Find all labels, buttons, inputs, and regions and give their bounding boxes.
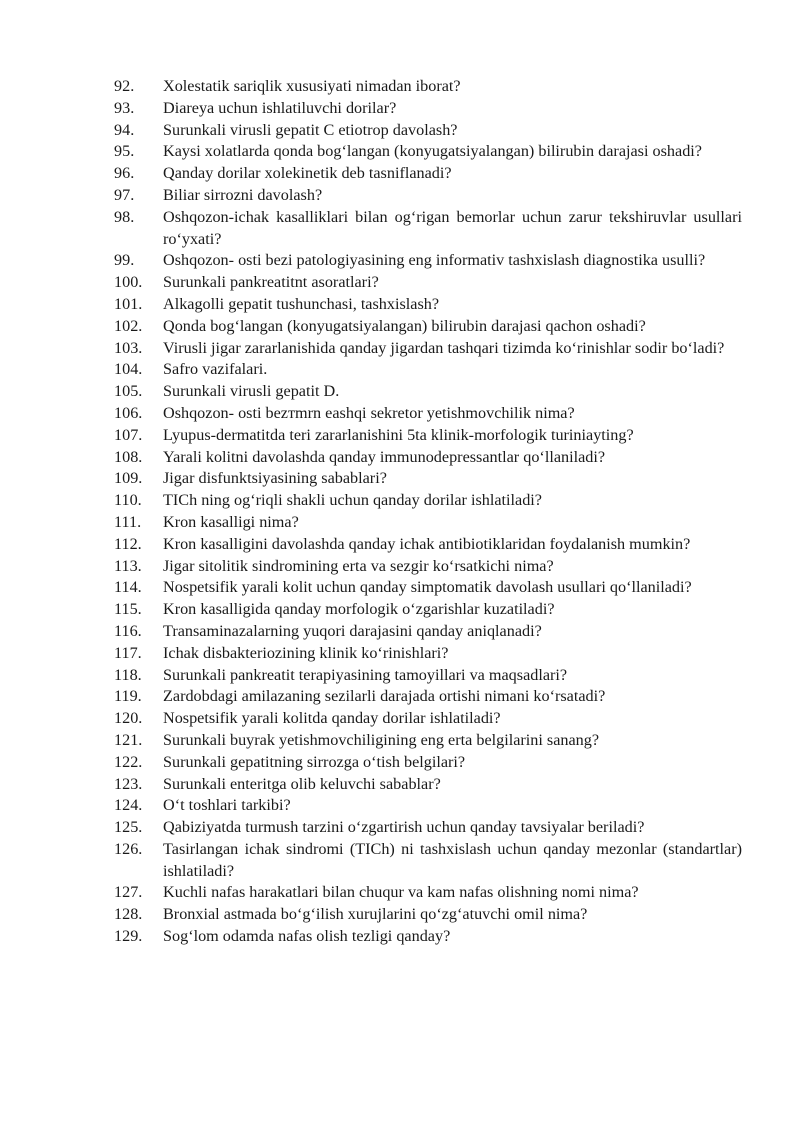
question-number: 115. bbox=[114, 600, 142, 619]
question-item bbox=[114, 882, 742, 904]
question-text: Surunkali virusli gepatit D. bbox=[163, 382, 340, 401]
question-number: 98. bbox=[114, 207, 135, 226]
question-text: Bronxial astmada bo‘g‘ilish xurujlarini qo‘zg‘atuvchi omil nima? bbox=[163, 905, 588, 924]
question-item bbox=[114, 730, 742, 752]
question-number: 113. bbox=[114, 556, 142, 575]
question-number: 92. bbox=[114, 77, 135, 95]
question-text: Biliar sirrozni davolash? bbox=[163, 185, 323, 204]
question-list bbox=[114, 76, 742, 948]
question-text: Kuchli nafas harakatlari bilan chuqur va kam nafas olishning nomi nima? bbox=[163, 883, 639, 902]
question-item bbox=[114, 425, 742, 447]
question-text: Zardobdagi amilazaning sezilarli darajada ortishi nimani ko‘rsatadi? bbox=[163, 687, 606, 706]
question-text: Qanday dorilar xolekinetik deb tasniflanadi? bbox=[163, 164, 452, 183]
question-number: 122. bbox=[114, 752, 143, 771]
question-text: Surunkali pankreatit terapiyasining tamoyillari va maqsadlari? bbox=[163, 665, 568, 684]
question-number: 125. bbox=[114, 818, 143, 837]
question-item bbox=[114, 643, 742, 665]
question-text: Qabiziyatda turmush tarzini o‘zgartirish uchun qanday tavsiyalar beriladi? bbox=[163, 818, 645, 837]
question-number: 96. bbox=[114, 164, 135, 183]
question-number: 108. bbox=[114, 447, 143, 466]
question-item bbox=[114, 534, 742, 556]
question-number: 97. bbox=[114, 185, 135, 204]
question-item bbox=[114, 250, 742, 272]
question-text: Surunkali gepatitning sirrozga o‘tish belgilari? bbox=[163, 752, 466, 771]
question-number: 101. bbox=[114, 294, 143, 313]
question-text: Qonda bog‘langan (konyugatsiyalangan) bilirubin darajasi qachon oshadi? bbox=[163, 316, 646, 335]
question-number: 124. bbox=[114, 796, 143, 815]
question-number: 117. bbox=[114, 643, 142, 662]
question-text: Jigar disfunktsiyasining sabablari? bbox=[163, 469, 387, 488]
question-text: Surunkali enteritga olib keluvchi sabablar? bbox=[163, 774, 441, 793]
question-item bbox=[114, 403, 742, 425]
question-number: 120. bbox=[114, 709, 143, 728]
question-text: Alkagolli gepatit tushunchasi, tashxislash? bbox=[163, 294, 440, 313]
question-text: O‘t toshlari tarkibi? bbox=[163, 796, 291, 815]
question-item bbox=[114, 185, 742, 207]
question-text: Nospetsifik yarali kolitda qanday dorilar ishlatiladi? bbox=[163, 709, 501, 728]
question-text: Transaminazalarning yuqori darajasini qanday aniqlanadi? bbox=[163, 621, 542, 640]
question-number: 100. bbox=[114, 273, 143, 292]
question-text: Surunkali pankreatitnt asoratlari? bbox=[163, 273, 379, 292]
question-text: Kaysi xolatlarda qonda bog‘langan (konyugatsiyalangan) bilirubin darajasi oshadi? bbox=[163, 142, 702, 161]
question-item bbox=[114, 795, 742, 817]
question-text: Tasirlangan ichak sindromi (TICh) ni tashxislash uchun qanday mezonlar (standartlar) ishlatiladi? bbox=[163, 839, 742, 880]
question-number: 128. bbox=[114, 905, 143, 924]
question-item bbox=[114, 294, 742, 316]
question-item bbox=[114, 359, 742, 381]
question-item bbox=[114, 665, 742, 687]
question-item bbox=[114, 338, 742, 360]
question-text: Kron kasalligini davolashda qanday ichak antibiotiklaridan foydalanish mumkin? bbox=[163, 534, 691, 553]
question-number: 107. bbox=[114, 425, 143, 444]
question-item bbox=[114, 120, 742, 142]
question-text: Oshqozon- osti bezтmrn eashqi sekretor yetishmovchilik nima? bbox=[163, 403, 575, 422]
question-item bbox=[114, 577, 742, 599]
question-item bbox=[114, 752, 742, 774]
question-item bbox=[114, 447, 742, 469]
question-item bbox=[114, 926, 742, 948]
question-item bbox=[114, 708, 742, 730]
question-number: 129. bbox=[114, 927, 143, 946]
question-item bbox=[114, 272, 742, 294]
question-item bbox=[114, 76, 742, 98]
question-item bbox=[114, 512, 742, 534]
question-text: Yarali kolitni davolashda qanday immunodepressantlar qo‘llaniladi? bbox=[163, 447, 606, 466]
question-item bbox=[114, 98, 742, 120]
question-item bbox=[114, 468, 742, 490]
question-number: 121. bbox=[114, 730, 143, 749]
question-number: 105. bbox=[114, 382, 143, 401]
question-item bbox=[114, 621, 742, 643]
question-text: Jigar sitolitik sindromining erta va sezgir ko‘rsatkichi nima? bbox=[163, 556, 554, 575]
question-item bbox=[114, 207, 742, 251]
question-item bbox=[114, 817, 742, 839]
question-number: 127. bbox=[114, 883, 143, 902]
question-number: 118. bbox=[114, 665, 142, 684]
question-number: 114. bbox=[114, 578, 142, 597]
question-item bbox=[114, 556, 742, 578]
question-text: Surunkali virusli gepatit C etiotrop davolash? bbox=[163, 120, 458, 139]
question-number: 93. bbox=[114, 98, 135, 117]
question-text: Surunkali buyrak yetishmovchiligining eng erta belgilarini sanang? bbox=[163, 730, 600, 749]
question-text: Safro vazifalari. bbox=[163, 360, 268, 379]
question-text: Kron kasalligida qanday morfologik o‘zgarishlar kuzatiladi? bbox=[163, 600, 555, 619]
question-number: 112. bbox=[114, 534, 142, 553]
question-number: 95. bbox=[114, 142, 135, 161]
question-number: 106. bbox=[114, 403, 143, 422]
question-item bbox=[114, 163, 742, 185]
question-number: 104. bbox=[114, 360, 143, 379]
question-item bbox=[114, 490, 742, 512]
question-number: 126. bbox=[114, 839, 143, 858]
question-text: Oshqozon-ichak kasalliklari bilan og‘rigan bemorlar uchun zarur tekshiruvlar usullari ro‘yxati? bbox=[163, 207, 742, 248]
question-text: Ichak disbakteriozining klinik ko‘rinishlari? bbox=[163, 643, 449, 662]
question-number: 116. bbox=[114, 621, 142, 640]
question-number: 119. bbox=[114, 687, 142, 706]
question-number: 110. bbox=[114, 491, 142, 510]
question-number: 94. bbox=[114, 120, 135, 139]
question-number: 123. bbox=[114, 774, 143, 793]
question-item bbox=[114, 381, 742, 403]
question-number: 111. bbox=[114, 512, 142, 531]
question-item bbox=[114, 599, 742, 621]
question-text: Diareya uchun ishlatiluvchi dorilar? bbox=[163, 98, 397, 117]
question-text: Kron kasalligi nima? bbox=[163, 512, 299, 531]
question-item bbox=[114, 316, 742, 338]
question-item bbox=[114, 141, 742, 163]
question-number: 109. bbox=[114, 469, 143, 488]
question-text: Sog‘lom odamda nafas olish tezligi qanday? bbox=[163, 927, 451, 946]
question-text: Xolestatik sariqlik xususiyati nimadan iborat? bbox=[163, 77, 461, 95]
question-text: Lyupus-dermatitda teri zararlanishini 5ta klinik-morfologik turiniayting? bbox=[163, 425, 634, 444]
question-number: 99. bbox=[114, 251, 135, 270]
question-text: Oshqozon- osti bezi patologiyasining eng informativ tashxislash diagnostika usulli? bbox=[163, 251, 706, 270]
question-item bbox=[114, 774, 742, 796]
question-number: 102. bbox=[114, 316, 143, 335]
question-text: Nospetsifik yarali kolit uchun qanday simptomatik davolash usullari qo‘llaniladi? bbox=[163, 578, 692, 597]
question-item bbox=[114, 839, 742, 883]
question-number: 103. bbox=[114, 338, 143, 357]
question-text: TICh ning og‘riqli shakli uchun qanday dorilar ishlatiladi? bbox=[163, 491, 542, 510]
question-item bbox=[114, 686, 742, 708]
question-item bbox=[114, 904, 742, 926]
question-text: Virusli jigar zararlanishida qanday jigardan tashqari tizimda ko‘rinishlar sodir bo‘ladi? bbox=[163, 338, 725, 357]
